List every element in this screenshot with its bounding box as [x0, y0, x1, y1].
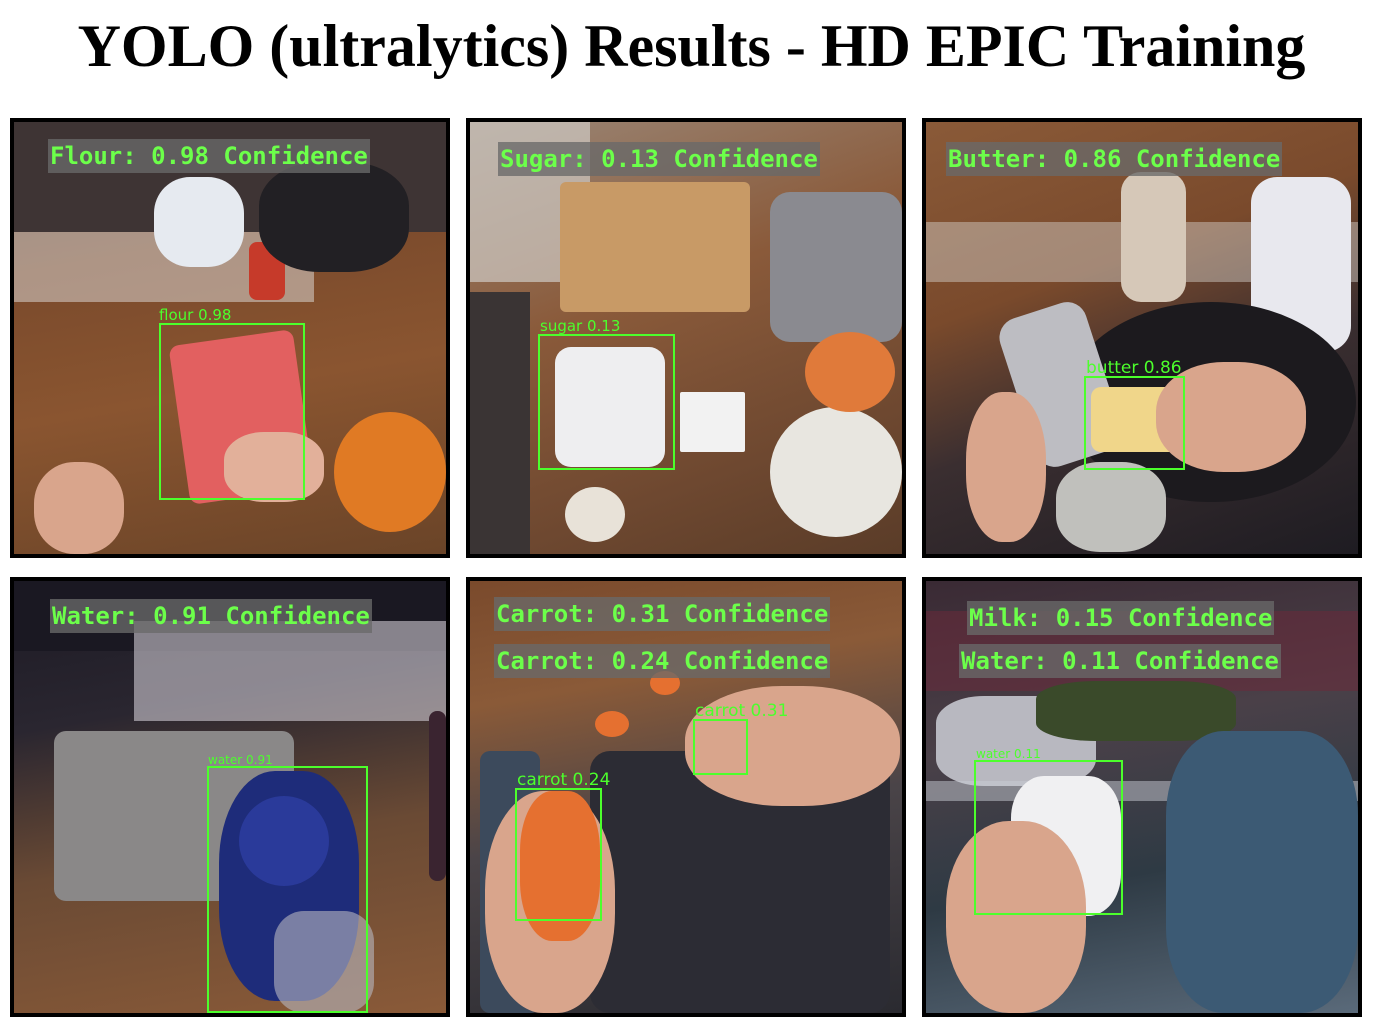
bounding-box	[974, 760, 1123, 915]
result-panel-milk-water	[922, 577, 1362, 1017]
bounding-box-label: butter 0.86	[1086, 358, 1182, 378]
detection-header: Carrot: 0.31 Confidence	[494, 597, 830, 631]
detection-header: Water: 0.91 Confidence	[50, 599, 372, 633]
detection-header: Milk: 0.15 Confidence	[967, 601, 1274, 635]
page-title: YOLO (ultralytics) Results - HD EPIC Training	[77, 13, 1306, 79]
bounding-box	[538, 334, 675, 470]
result-panel-flour	[10, 118, 450, 558]
detection-header: Water: 0.11 Confidence	[959, 644, 1281, 678]
detection-header: Sugar: 0.13 Confidence	[498, 142, 820, 176]
bounding-box	[693, 719, 748, 775]
bounding-box-label: water 0.91	[208, 753, 273, 767]
bounding-box-label: flour 0.98	[159, 306, 232, 324]
kitchen-photo	[470, 122, 902, 554]
detection-header: Butter: 0.86 Confidence	[946, 142, 1282, 176]
bounding-box	[207, 766, 368, 1013]
kitchen-photo	[926, 122, 1358, 554]
result-panel-carrot	[466, 577, 906, 1017]
bounding-box-label: carrot 0.24	[517, 770, 611, 790]
bounding-box-label: carrot 0.31	[695, 701, 789, 721]
result-panel-butter	[922, 118, 1362, 558]
detection-header: Flour: 0.98 Confidence	[48, 139, 370, 173]
result-panel-sugar	[466, 118, 906, 558]
bounding-box-label: sugar 0.13	[540, 317, 621, 335]
result-panel-water	[10, 577, 450, 1017]
bounding-box	[515, 788, 602, 921]
detection-header: Carrot: 0.24 Confidence	[494, 644, 830, 678]
bounding-box-label: water 0.11	[976, 747, 1041, 761]
bounding-box	[159, 323, 305, 500]
bounding-box	[1084, 376, 1185, 470]
